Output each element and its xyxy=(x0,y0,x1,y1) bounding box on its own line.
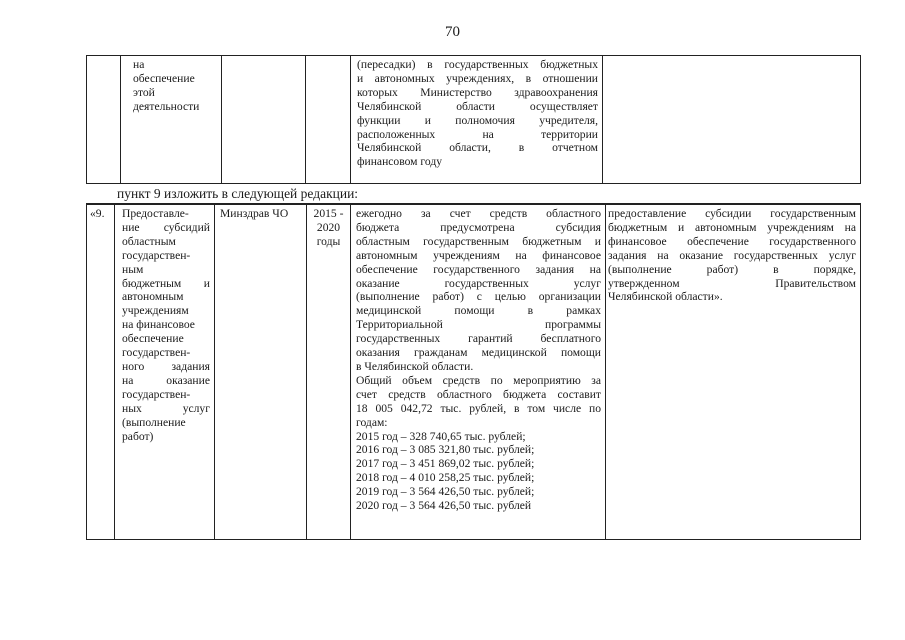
text-line: годам: xyxy=(356,415,388,429)
text-line: областным xyxy=(122,234,176,248)
text-line: деятельности xyxy=(133,99,200,113)
text-line: финансовом году xyxy=(357,155,443,169)
text-line: (выполнение работ) с целью организации xyxy=(356,290,601,304)
continued-cell-executor xyxy=(222,56,306,184)
text-line: оказание государственных услуг xyxy=(356,276,601,290)
text-line: и автономных учреждениях, в отношении xyxy=(357,71,598,85)
text-line: государственных гарантий бесплатного xyxy=(356,332,601,346)
text-line: счет средств областного бюджета составит xyxy=(356,387,601,401)
text-line: обеспечение xyxy=(122,332,184,346)
text-line: медицинской помощи в рамках xyxy=(356,304,601,318)
text-line: работ) xyxy=(122,429,154,443)
continued-table xyxy=(86,55,861,184)
item-period xyxy=(307,204,351,539)
text-line: (пересадки) в государственных бюджетных xyxy=(357,58,598,71)
text-line: финансовое обеспечение государственного xyxy=(608,234,856,248)
text-line: ного задания xyxy=(122,359,210,373)
text-line: Общий объем средств по мероприятию за xyxy=(356,373,601,387)
text-line: 18 005 042,72 тыс. рублей, в том числе по xyxy=(356,401,601,415)
funding-year-line: 2019 год – 3 564 426,50 тыс. рублей; xyxy=(356,485,535,499)
text-line: которых Министерство здравоохранения xyxy=(357,85,598,99)
funding-year-line: 2018 год – 4 010 258,25 тыс. рублей; xyxy=(356,471,535,485)
item-executor: Минздрав ЧО xyxy=(215,204,307,539)
text-line: государствен- xyxy=(122,387,191,401)
text-line: оказания гражданам медицинской помощи xyxy=(356,346,601,360)
text-line: бюджетным и xyxy=(122,276,210,290)
text-line: обеспечение xyxy=(133,71,195,85)
text-line: автономным учреждениям на финансовое xyxy=(356,248,601,262)
continued-cell-result xyxy=(603,56,861,184)
text-line: государствен- xyxy=(122,346,191,360)
text-line: утвержденном Правительством xyxy=(608,276,856,290)
funding-year-line: 2017 год – 3 451 869,02 тыс. рублей; xyxy=(356,457,535,471)
text-line: этой xyxy=(133,85,155,99)
text-line: на финансовое xyxy=(122,318,195,332)
text-line: в Челябинской области. xyxy=(356,359,474,373)
text-line: (выполнение работ) в порядке, xyxy=(608,262,856,276)
continued-cell-number xyxy=(87,56,121,184)
text-line: функции и полномочия учредителя, xyxy=(357,113,598,127)
item-result xyxy=(606,204,861,539)
text-line: задания на оказание государственных услуг xyxy=(608,248,856,262)
text-line: государствен- xyxy=(122,248,191,262)
text-line: ние субсидий xyxy=(122,220,210,234)
text-line: Челябинской области, в отчетном xyxy=(357,141,598,155)
funding-year-line: 2016 год – 3 085 321,80 тыс. рублей; xyxy=(356,443,535,457)
item-name xyxy=(115,204,215,539)
text-line: на xyxy=(133,58,145,71)
text-line: Челябинской области». xyxy=(608,290,723,304)
continued-cell-name xyxy=(121,56,222,184)
text-line: областным государственным бюджетным и xyxy=(356,234,601,248)
text-line: Предоставле- xyxy=(122,207,189,220)
page-number: 70 xyxy=(445,24,460,40)
text-line: бюджетным и автономным учреждениям на xyxy=(608,220,856,234)
text-line: 2020 xyxy=(316,220,341,234)
funding-year-line: 2015 год – 328 740,65 тыс. рублей; xyxy=(356,429,526,443)
text-line: бюджета предусмотрена субсидия xyxy=(356,220,601,234)
text-line: 2015 - xyxy=(313,207,344,220)
continued-cell-period xyxy=(306,56,351,184)
text-line: учреждениям xyxy=(122,304,189,318)
text-line: ным xyxy=(122,262,144,276)
item-9-table xyxy=(86,203,861,540)
text-line: ежегодно за счет средств областного xyxy=(356,207,601,220)
amendment-instruction: пункт 9 изложить в следующей редакции: xyxy=(117,186,359,201)
text-line: предоставление субсидии государственным xyxy=(608,207,856,220)
text-line: годы xyxy=(316,234,341,248)
item-number: «9. xyxy=(87,204,115,539)
continued-cell-description xyxy=(351,56,603,184)
text-line: ных услуг xyxy=(122,401,210,415)
text-line: (выполнение xyxy=(122,415,186,429)
text-line: Территориальной программы xyxy=(356,318,601,332)
text-line: автономным xyxy=(122,290,184,304)
text-line: расположенных на территории xyxy=(357,127,598,141)
text-line: на оказание xyxy=(122,373,210,387)
text-line: Челябинской области осуществляет xyxy=(357,99,598,113)
item-description xyxy=(351,204,606,539)
funding-year-line: 2020 год – 3 564 426,50 тыс. рублей xyxy=(356,499,532,513)
text-line: обеспечение государственного задания на xyxy=(356,262,601,276)
